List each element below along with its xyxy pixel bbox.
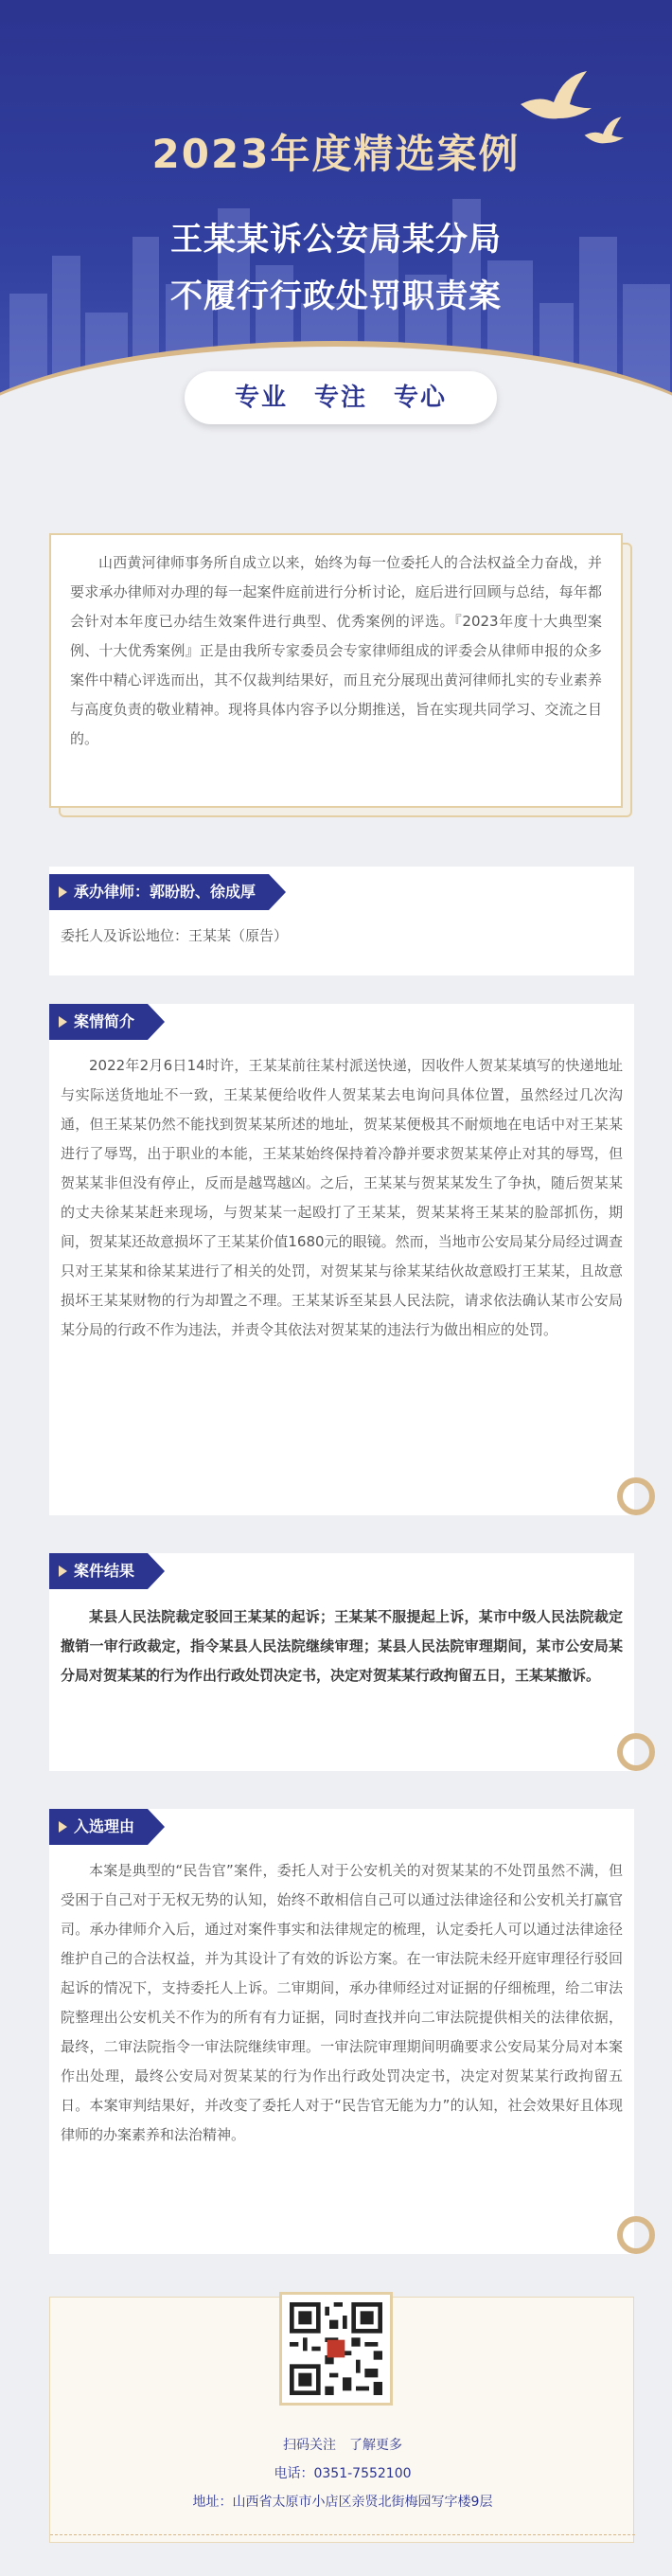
case-title-line-2: 不履行行政处罚职责案 [170,277,502,315]
reason-section [49,1809,634,2254]
summary-text: 2022年2月6日14时许，王某某前往某村派送快递，因收件人贺某某填写的快递地址与实际送货地址不一致，王某某便给收件人贺某某去电询问具体位置，虽然经过几次沟通，但王某某仍然不能找到贺某某所述的地址，贺某某便极其不耐烦地在电话中对王某某进行了辱骂，出于职业的本能，王某某始终保持着冷静并要求贺某某停止对其的辱骂，但贺某某非但没有停止，反而是越骂越凶。之后，王某某与贺某某发生了争执，随后贺某某的丈夫徐某某赶来现场，与贺某某一起殴打了王某某，贺某某将王某某的脸部抓伤，期间，贺某某还故意损坏了王某某价值1680元的眼镜。然而，当地市公安局某分局经过调查只对王某某和徐某某进行了相关的处罚，对贺某某与徐某某结伙故意殴打王某某，且故意损坏王某某财物的行为却置之不理。王某某诉至某县人民法院，请求依法确认某市公安局某分局的行政不作为违法，并责令其依法对贺某某的违法行为做出相应的处罚。 [61,1057,623,1338]
reason-body [61,1856,623,2150]
client-info: 委托人及诉讼地位：王某某（原告） [61,927,289,944]
reason-text: 本案是典型的“民告官”案件，委托人对于公安机关的对贺某某的不处罚虽然不满，但受困于自己对于无权无势的认知，始终不敢相信自己可以通过法律途径和公安机关打赢官司。承办律师介入后，通过对案件事实和法律规定的梳理，认定委托人可以通过法律途径维护自己的合法权益，并为其设计了有效的诉讼方案。在一审法院未经开庭审理径行驳回起诉的情况下，支持委托人上诉。二审期间，承办律师经过对证据的仔细梳理，给二审法院整理出公安机关不作为的所有有力证据，同时查找并向二审法院提供相关的法律依据，最终，二审法院指令一审法院继续审理。一审法院审理期间明确要求公安局某分局对本案作出处理，最终公安局对贺某某的行为作出行政处罚决定书，决定对贺某某行政拘留五日。本案审判结果好，并改变了委托人对于“民告官无能为力”的认知，社会效果好且体现律师的办案素养和法治精神。 [61,1862,623,2143]
header-banner [0,0,672,474]
lawyer-section [49,867,634,975]
intro-card [49,533,623,808]
summary-tag: 案情简介 [49,1004,148,1040]
phone-number: 电话：0351-7552100 [274,2466,412,2481]
footer-divider [50,2534,635,2535]
gold-ring-decoration [617,2216,655,2254]
case-title-line-1: 王某某诉公安局某分局 [170,221,502,259]
gold-ring-decoration [617,1477,655,1515]
gold-ring-decoration [617,1733,655,1771]
office-address: 地址：山西省太原市小店区亲贤北街梅园写字楼9层 [192,2495,493,2510]
summary-section [49,1004,634,1515]
qr-code-frame[interactable] [279,2292,393,2406]
intro-text: 山西黄河律师事务所自成立以来，始终为每一位委托人的合法权益全力奋战，并要求承办律师对办理的每一起案件庭前进行分析讨论，庭后进行回顾与总结，每年都会针对本年度已办结生效案件进行典型、优秀案例的评选。『2023年度十大典型案例、十大优秀案例』正是由我所专家委员会专家律师组成的评委会从律师申报的众多案件中精心评选而出，其不仅裁判结果好，而且充分展现出黄河律师扎实的专业素养与高度负责的敬业精神。现将具体内容予以分期推送，旨在实现共同学习、交流之目的。 [70,554,602,747]
summary-body [61,1051,623,1345]
result-tag: 案件结果 [49,1553,148,1589]
result-text: 某县人民法院裁定驳回王某某的起诉；王某某不服提起上诉，某市中级人民法院裁定撤销一审行政裁定，指令某县人民法院继续审理；某县人民法院审理期间，某市公安局某分局对贺某某的行为作出行政处罚决定书，决定对贺某某行政拘留五日，王某某撤诉。 [61,1608,623,1684]
lawyer-body [61,921,623,951]
qr-code-icon [290,2302,382,2395]
reason-tag: 入选理由 [49,1809,148,1845]
result-section [49,1553,634,1771]
page-title: 2023年度精选案例 [151,131,521,177]
lawyer-tag: 承办律师：郭盼盼、徐成厚 [49,874,269,910]
scan-follow-text: 扫码关注 了解更多 [283,2438,402,2453]
slogan-badge: 专业 专注 专心 [185,371,497,424]
result-body [61,1602,623,1690]
